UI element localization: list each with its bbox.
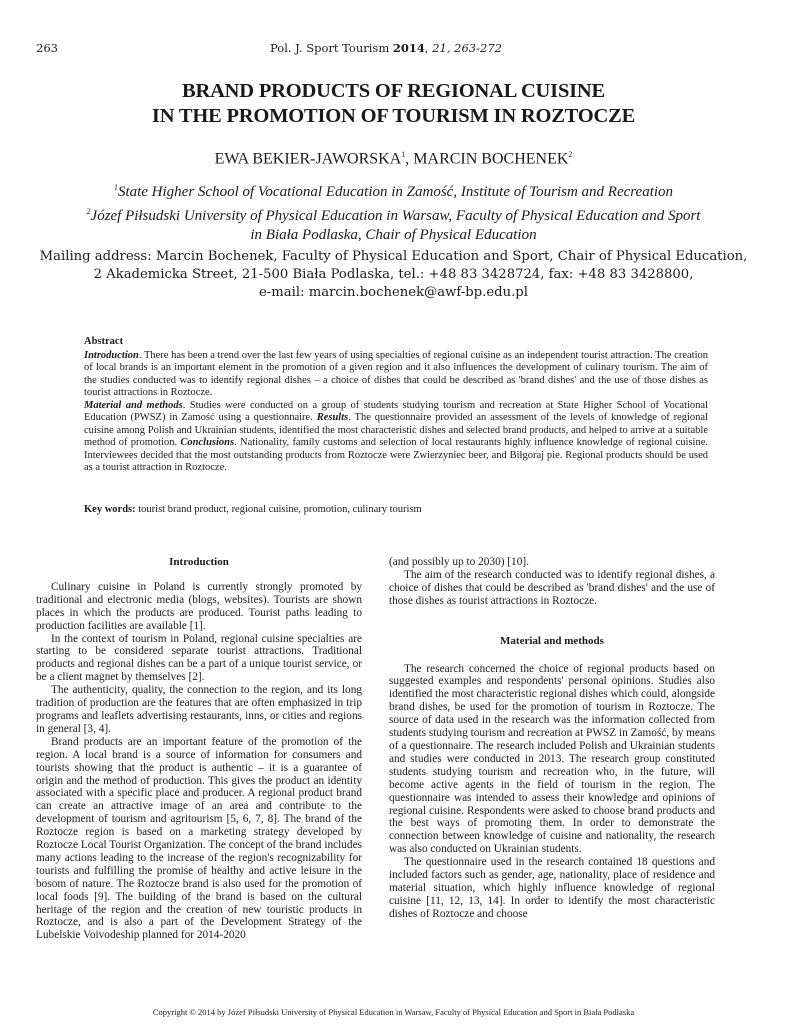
affiliation-1: $^1$State Higher School of Vocational Education in Zamość, Institute of Tourism and Recreation bbox=[113, 183, 674, 200]
paragraph: The authenticity, quality, the connection to the region, and its long tradition of production are the features that are often emphasized in trip programs and leaflets advertising restaurants, inns, or cities and regions in general [3, 4]. bbox=[36, 684, 362, 735]
section-heading-methods: Material and methods bbox=[500, 634, 604, 647]
author-list: EWA BEKIER-JAWORSKA$^1$, MARCIN BOCHENEK$^2$ bbox=[214, 150, 573, 168]
journal-year: 2014 bbox=[392, 41, 425, 55]
author-name: MARCIN BOCHENEK bbox=[413, 150, 569, 168]
affiliation-marker: 2 bbox=[568, 150, 573, 159]
affiliation-2: $^2$Józef Piłsudski University of Physical Education in Warsaw, Faculty of Physical Education and Sport bbox=[86, 207, 701, 224]
journal-volume: 21, 263-272 bbox=[432, 41, 502, 55]
paragraph: The questionnaire used in the research contained 18 questions and included factors such as gender, age, nationality, place of residence and material situation, which highly influence knowledge of regional cuisine [11, 12, 13, 14]. In order to identify the most characteristic dishes of Roztocze and choose bbox=[389, 856, 715, 920]
affiliation-2-cont: in Biała Podlaska, Chair of Physical Education bbox=[250, 227, 537, 243]
keywords bbox=[84, 504, 708, 515]
paper-title bbox=[0, 79, 787, 129]
paragraph: Brand products are an important feature of the promotion of the region. A local brand is a source of information for consumers and tourists showing that the product is authentic – it is a guarantee of origin and the method of production. This gives the product an identity associated with a specific place and producer. A regional product brand can create an attractive image of an area and contribute to the development of tourism and agritourism [5, 6, 7, 8]. The brand of the Roztocze region is based on a marketing strategy developed by Roztocze Local Tourist Organization. The concept of the brand includes many actions leading to the increase of the region's recognizability for tourists and fulfilling the promise of healthy and active leisure in the bosom of nature. The Roztocze brand is also used for the promotion of local foods [9]. The building of the brand is based on the cultural heritage of the region and the creation of new touristic products in Roztocze, and is also a part of the Development Strategy of the Lubelskie Voivodeship planned for 2014-2020 bbox=[36, 735, 362, 942]
abstract-text: Introduction. There has been a trend over the last few years of using specialties of regional cuisine as an independent tourist attraction. The creation of local brands is an important element in the promotion of a given region and it also influences the development of culinary tourism. The aim of the studies conducted was to identify regional dishes – a choice of dishes that could be described as 'brand dishes' and the use of those dishes as tourist attractions in Roztocze. Material and methods. Studies were conducted on a group of students studying tourism and recreation at State Higher School of Vocational Education (PWSZ) in Zamość using a questionnaire. Results. The questionnaire provided an assessment of the levels of knowledge of regional cuisine among Polish and Ukrainian students, identified the most characteristic dishes and selected brand products, and helped to arrive at a suitable method of promotion. Conclusions. Nationality, family customs and selection of local restaurants highly influence knowledge of regional cuisine. Interviewees decided that the most outstanding products from Roztocze were Zwierzyniec beer, and Biłgoraj pie. Regional products should be used as a tourist attraction in Roztocze. bbox=[84, 349, 708, 473]
running-header: Pol. J. Sport Tourism 2014, 21, 263-272 bbox=[270, 41, 502, 55]
copyright-footer: Copyright © 2014 by Józef Piłsudski University of Physical Education in Warsaw, Faculty of Physical Education and Sport in Biała Podlaska bbox=[152, 1007, 635, 1017]
affiliations bbox=[0, 178, 787, 245]
author-name: EWA BEKIER-JAWORSKA bbox=[214, 150, 402, 168]
page-number: 263 bbox=[36, 41, 58, 55]
abstract-heading: Abstract bbox=[84, 336, 124, 347]
mailing-address: Mailing address: Marcin Bochenek, Faculty of Physical Education and Sport, Chair of Physical Education, 2 Akademicka Street, 21-500 Biała Podlaska, tel.: +48 83 3428724, fax: +48 83 3428800, e-mail: marcin.bochenek@awf-bp.edu.pl bbox=[0, 248, 787, 302]
body-column-left bbox=[36, 556, 362, 942]
paragraph: (and possibly up to 2030) [10]. bbox=[389, 556, 529, 568]
title-line-1: BRAND PRODUCTS OF REGIONAL CUISINE bbox=[182, 80, 605, 102]
title-line-2: IN THE PROMOTION OF TOURISM IN ROZTOCZE bbox=[151, 105, 636, 127]
section-heading-introduction: Introduction bbox=[169, 556, 229, 568]
journal-name: Pol. J. Sport Tourism bbox=[270, 41, 390, 55]
paragraph: The research concerned the choice of regional products based on suggested examples and respondents' personal opinions. Studies also identified the most characteristic regional dishes which could, alongside brand dishes, be used for the promotion of tourism in Roztocze. The source of data used in the research was the information collected from students studying tourism and recreation at PWSZ in Zamość, by means of a questionnaire. The research included Polish and Ukrainian students and studies were conducted in 2013. The research group constituted students studying tourism and recreation who, in the future, will become active agents in the field of tourism in the region. The questionnaire was intended to assess their knowledge and opinions of regional cuisine. Respondents were asked to choose brand products and the best ways of promoting them. In order to demonstrate the connection between knowledge of cuisine and nationality, the research was also conducted on Ukrainian students. bbox=[389, 662, 715, 856]
paragraph: In the context of tourism in Poland, regional cuisine specialties are starting to be considered separate tourist attractions. Traditional products and regional dishes can be a part of a unique tourist service, or be a client magnet by themselves [2]. bbox=[36, 632, 362, 684]
keywords-text: tourist brand product, regional cuisine, promotion, culinary tourism bbox=[135, 504, 422, 515]
paragraph: Culinary cuisine in Poland is currently strongly promoted by traditional and electronic media (blogs, websites). Tourists are shown places in which the products are produced. Tourist paths leading to production facilities are available [1]. bbox=[36, 580, 362, 632]
keywords-label: Key words: bbox=[84, 504, 136, 515]
abstract-block bbox=[84, 336, 708, 475]
affiliation-marker: 1 bbox=[401, 150, 406, 159]
email-address: e-mail: marcin.bochenek@awf-bp.edu.pl bbox=[259, 285, 528, 300]
body-column-right bbox=[389, 556, 715, 921]
paragraph: The aim of the research conducted was to identify regional dishes, a choice of dishes that could be described as 'brand dishes' and the use of those dishes as tourist attractions in Roztocze. bbox=[389, 568, 715, 607]
